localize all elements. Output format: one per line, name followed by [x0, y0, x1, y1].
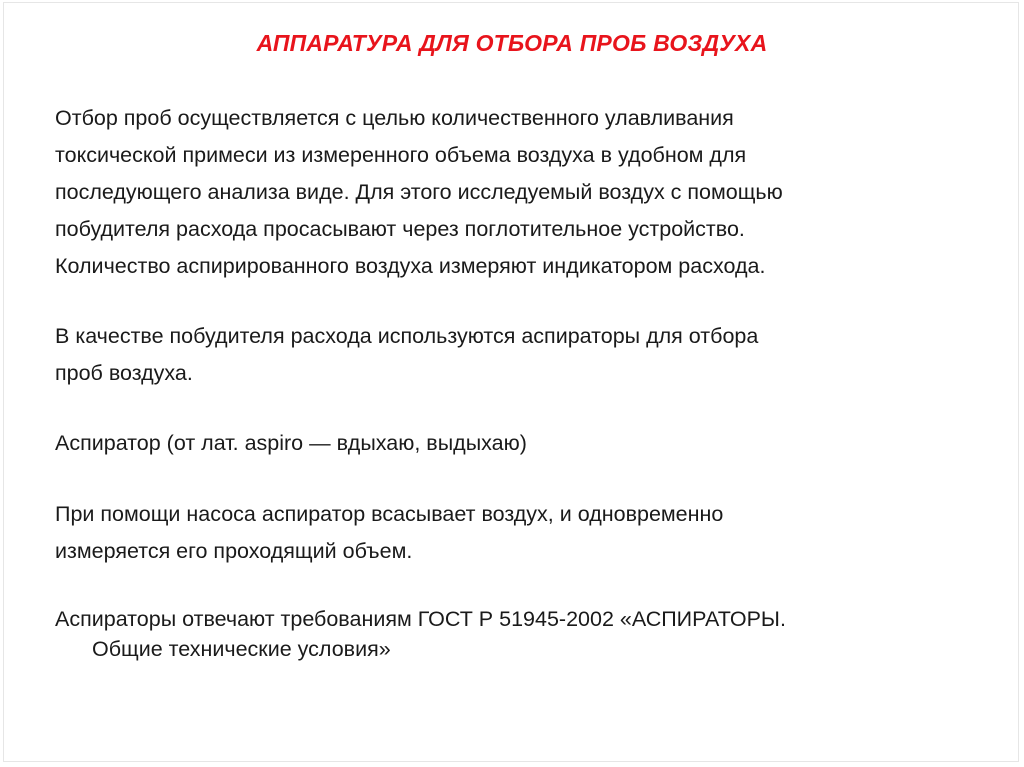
paragraph-aspirator-definition — [55, 425, 975, 462]
text-line: измеряется его проходящий объем. — [55, 539, 413, 563]
text-line: При помощи насоса аспиратор всасывает воздух, и одновременно — [55, 502, 724, 526]
paragraph-pump-function — [55, 496, 975, 570]
text-line: Аспиратор (от лат. aspiro — вдыхаю, выдыхаю) — [55, 431, 527, 455]
text-line: последующего анализа виде. Для этого исследуемый воздух с помощью — [55, 180, 783, 204]
text-line: Аспираторы отвечают требованиям ГОСТ Р 51945-2002 «АСПИРАТОРЫ. — [55, 607, 786, 631]
slide-body — [55, 100, 975, 664]
text-line: Отбор проб осуществляется с целью количественного улавливания — [55, 106, 734, 130]
paragraph-gost-standard — [55, 604, 975, 664]
paragraph-sampling-purpose — [55, 100, 975, 285]
slide — [3, 2, 1019, 762]
slide-title: АППАРАТУРА ДЛЯ ОТБОРА ПРОБ ВОЗДУХА — [256, 30, 768, 56]
paragraph-spacer — [55, 570, 975, 604]
paragraph-spacer — [55, 392, 975, 425]
paragraph-spacer — [55, 285, 975, 318]
text-line: побудителя расхода просасывают через поглотительное устройство. — [55, 217, 745, 241]
text-line: токсической примеси из измеренного объема воздуха в удобном для — [55, 143, 747, 167]
text-line: проб воздуха. — [55, 361, 193, 385]
text-line: Количество аспирированного воздуха измеряют индикатором расхода. — [55, 254, 766, 278]
paragraph-spacer — [55, 462, 975, 496]
paragraph-aspirators-use — [55, 318, 975, 392]
text-line: Общие технические условия» — [92, 637, 391, 661]
text-line: В качестве побудителя расхода используются аспираторы для отбора — [55, 324, 759, 348]
